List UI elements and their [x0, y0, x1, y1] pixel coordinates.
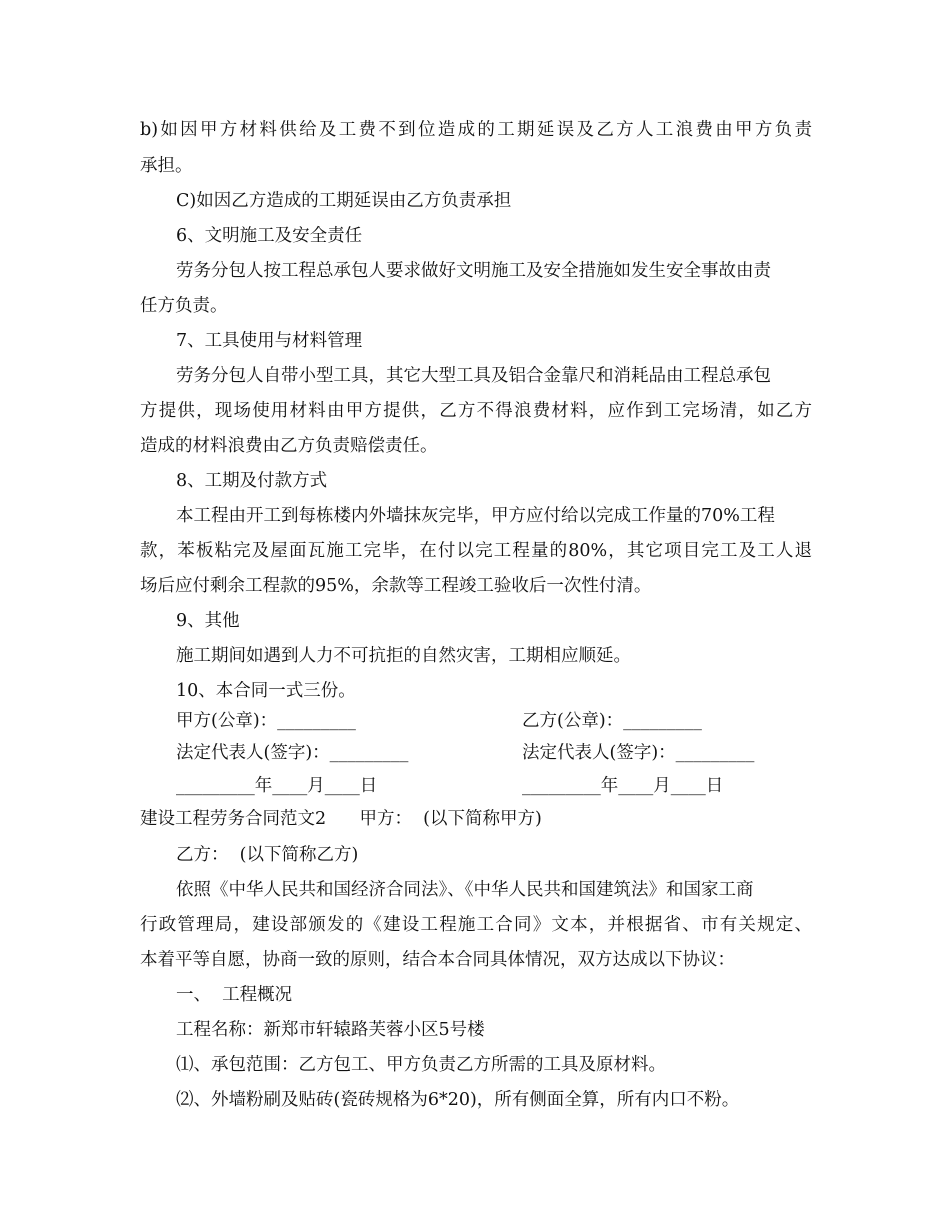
section-7-paragraph-line-3: 造成的材料浪费由乙方负责赔偿责任。 — [140, 436, 438, 456]
party-b-date-field: _________年____月____日 — [522, 776, 724, 796]
section-8-paragraph-line-2: 款，苯板粘完及屋面瓦施工完毕，在付以完工程量的80%，其它项目完工及工人退 — [140, 541, 812, 561]
section-8-paragraph-line-3: 场后应付剩余工程款的95%，余款等工程竣工验收后一次性付清。 — [140, 576, 652, 596]
party-a-representative-field: 法定代表人(签字)：_________ — [176, 743, 409, 763]
clause-b-line-1: b)如因甲方材料供给及工费不到位造成的工期延误及乙方人工浪费由甲方负责 — [140, 120, 812, 140]
clause-b-line-2: 承担。 — [140, 156, 193, 176]
section-9-paragraph: 施工期间如遇到人力不可抗拒的自然灾害，工期相应顺延。 — [176, 646, 631, 666]
item-2-exterior-wall: ⑵、外墙粉刷及贴砖(瓷砖规格为6*20)，所有侧面全算，所有内口不粉。 — [176, 1090, 740, 1110]
party-a-date-field: _________年____月____日 — [176, 776, 378, 796]
section-7-paragraph-line-2: 方提供，现场使用材料由甲方提供，乙方不得浪费材料，应作到工完场清，如乙方 — [140, 401, 812, 421]
intro-paragraph-line-3: 本着平等自愿，协商一致的原则，结合本合同具体情况，双方达成以下协议： — [140, 950, 735, 970]
section-1-heading: 一、 工程概况 — [176, 985, 293, 1005]
section-6-heading: 6、文明施工及安全责任 — [176, 226, 363, 246]
intro-paragraph-line-1: 依照《中华人民共和国经济合同法》、《中华人民共和国建筑法》和国家工商 — [176, 880, 754, 900]
party-b-line: 乙方： (以下简称乙方) — [176, 845, 359, 865]
section-9-heading: 9、其他 — [176, 611, 240, 631]
item-1-contract-scope: ⑴、承包范围：乙方包工、甲方负责乙方所需的工具及原材料。 — [176, 1055, 666, 1075]
section-6-paragraph-line-1: 劳务分包人按工程总承包人要求做好文明施工及安全措施如发生安全事故由责 — [176, 261, 771, 281]
section-10-heading: 10、本合同一式三份。 — [176, 681, 356, 701]
project-name: 工程名称：新郑市轩辕路芙蓉小区5号楼 — [176, 1020, 485, 1040]
party-b-representative-field: 法定代表人(签字)：_________ — [522, 743, 755, 763]
party-b-seal-field: 乙方(公章)：_________ — [522, 711, 702, 731]
intro-paragraph-line-2: 行政管理局，建设部颁发的《建设工程施工合同》文本，并根据省、市有关规定、 — [140, 915, 812, 935]
section-7-paragraph-line-1: 劳务分包人自带小型工具，其它大型工具及铝合金靠尺和消耗品由工程总承包 — [176, 366, 771, 386]
second-contract-title: 建设工程劳务合同范文2 甲方： (以下简称甲方) — [140, 809, 542, 829]
section-8-heading: 8、工期及付款方式 — [176, 471, 328, 491]
clause-c: C)如因乙方造成的工期延误由乙方负责承担 — [176, 191, 512, 211]
section-8-paragraph-line-1: 本工程由开工到每栋楼内外墙抹灰完毕，甲方应付给以完成工作量的70%工程 — [176, 506, 775, 526]
section-7-heading: 7、工具使用与材料管理 — [176, 331, 363, 351]
party-a-seal-field: 甲方(公章)：_________ — [176, 711, 356, 731]
section-6-paragraph-line-2: 任方负责。 — [140, 296, 228, 316]
